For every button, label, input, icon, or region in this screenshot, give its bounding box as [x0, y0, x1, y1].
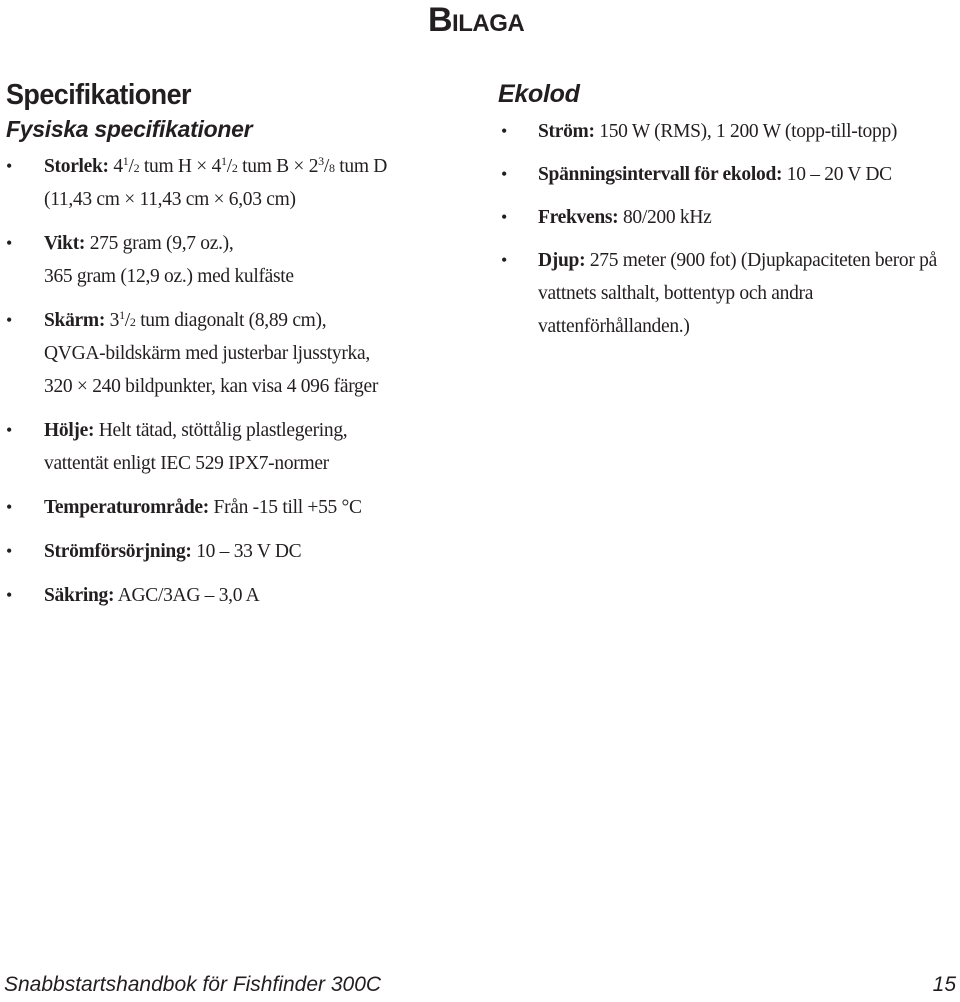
- size-width-unit: tum B ×: [242, 156, 305, 177]
- spec-fuse-value: AGC/3AG – 3,0 A: [117, 585, 260, 606]
- case-line-2: vattentät enligt IEC 529 IPX7-normer: [44, 453, 329, 474]
- spec-size-label: Storlek:: [44, 156, 109, 177]
- sonar-subheading: Ekolod: [498, 80, 580, 108]
- physical-spec-list: [6, 150, 476, 612]
- spec-fuse: [6, 579, 476, 612]
- spec-power-label: Strömförsörjning:: [44, 541, 192, 562]
- weight-line-2: 365 gram (12,9 oz.) med kulfäste: [44, 266, 294, 287]
- physical-specifications-subheading: Fysiska specifikationer: [6, 116, 253, 142]
- sonar-frequency-value: 80/200 kHz: [622, 207, 712, 228]
- sonar-depth-label: Djup:: [538, 250, 586, 271]
- spec-fuse-label: Säkring:: [44, 585, 115, 606]
- size-metric: (11,43 cm × 11,43 cm × 6,03 cm): [44, 189, 296, 210]
- size-depth-value: $2^3/8$: [308, 154, 335, 177]
- weight-line-1: 275 gram (9,7 oz.),: [89, 233, 234, 254]
- left-column: [6, 76, 476, 623]
- screen-line-1: tum diagonalt (8,89 cm),: [140, 310, 327, 331]
- spec-case: [6, 414, 476, 480]
- sonar-power-label: Ström:: [538, 121, 595, 142]
- sonar-voltage-range-value: 10 – 20 V DC: [786, 164, 892, 185]
- spec-temperature-value: Från -15 till +55 °C: [213, 497, 362, 518]
- spec-size: [6, 150, 476, 216]
- specifications-heading: Specifikationer: [6, 79, 191, 111]
- section-title: Bilaga: [428, 1, 525, 39]
- spec-screen-label: Skärm:: [44, 310, 106, 331]
- spec-power-value: 10 – 33 V DC: [196, 541, 302, 562]
- right-column: [498, 76, 954, 353]
- size-depth-unit: tum D: [339, 156, 388, 177]
- spec-temperature: [6, 491, 476, 524]
- spec-case-label: Hölje:: [44, 420, 95, 441]
- case-line-1: Helt tätad, stöttålig plastlegering,: [98, 420, 348, 441]
- size-height-unit: tum H ×: [143, 156, 207, 177]
- sonar-voltage-range-label: Spänningsintervall för ekolod:: [538, 164, 783, 185]
- screen-size-value: $3^1/2$: [109, 308, 136, 331]
- footer-manual-title: Snabbstartshandbok för Fishfinder 300C: [4, 973, 382, 996]
- size-width-value: $4^1/2$: [211, 154, 238, 177]
- spec-weight-label: Vikt:: [44, 233, 86, 254]
- spec-screen: [6, 304, 476, 403]
- screen-line-2: QVGA-bildskärm med justerbar ljusstyrka,: [44, 343, 370, 364]
- sonar-spec-list: [498, 115, 954, 343]
- sonar-frequency: [498, 201, 954, 234]
- sonar-frequency-label: Frekvens:: [538, 207, 619, 228]
- footer-page-number: 15: [932, 973, 956, 996]
- spec-temperature-label: Temperaturområde:: [44, 497, 209, 518]
- size-height-value: $4^1/2$: [113, 154, 140, 177]
- sonar-depth: [498, 244, 954, 343]
- spec-weight: [6, 227, 476, 293]
- screen-line-3: 320 × 240 bildpunkter, kan visa 4 096 färger: [44, 376, 379, 397]
- sonar-depth-value: 275 meter (900 fot) (Djupkapaciteten beror på vattnets salthalt, bottentyp och andra vattenförhållanden.): [538, 250, 937, 337]
- sonar-voltage-range: [498, 158, 954, 191]
- spec-power: [6, 535, 476, 568]
- sonar-power: [498, 115, 954, 148]
- sonar-power-value: 150 W (RMS), 1 200 W (topp-till-topp): [599, 121, 898, 142]
